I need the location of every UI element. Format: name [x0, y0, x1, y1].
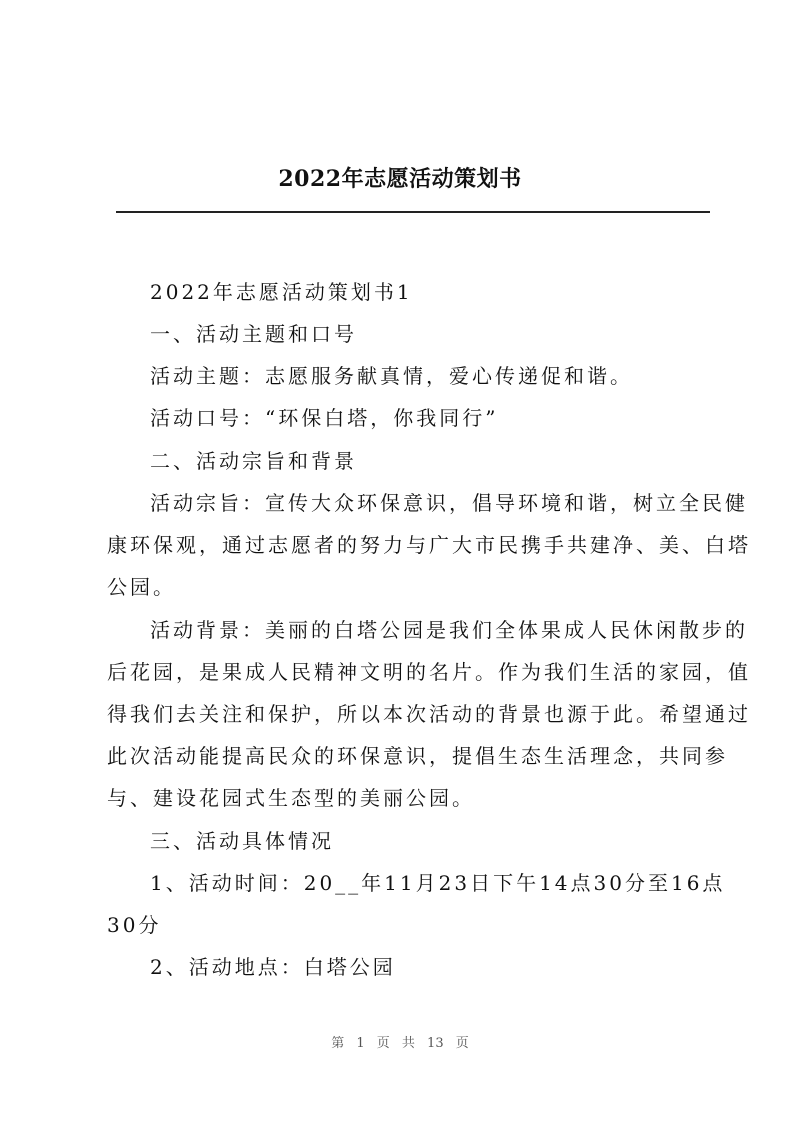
body-line-background-4: 此次活动能提高民众的环保意识，提倡生态生活理念，共同参 [107, 744, 728, 768]
body-line-background-2: 后花园，是果成人民精神文明的名片。作为我们生活的家园，值 [107, 660, 751, 684]
body-line-purpose-2: 康环保观，通过志愿者的努力与广大市民携手共建净、美、白塔 [107, 533, 751, 557]
document-title: 2022年志愿活动策划书 [278, 166, 522, 192]
section-heading-3: 三、活动具体情况 [150, 829, 334, 853]
page-number: 第 1 页 共 13 页 [331, 1036, 469, 1051]
body-line-background-3: 得我们去关注和保护，所以本次活动的背景也源于此。希望通过 [107, 702, 751, 726]
body-line-time-2: 30分 [107, 913, 162, 937]
section-heading-1: 一、活动主题和口号 [150, 322, 357, 346]
body-line-slogan: 活动口号：“环保白塔，你我同行” [150, 406, 499, 430]
body-line-background-5: 与、建设花园式生态型的美丽公园。 [107, 786, 475, 810]
body-line-purpose-1: 活动宗旨：宣传大众环保意识，倡导环境和谐，树立全民健 [150, 491, 748, 515]
title-divider [116, 211, 710, 213]
body-line-heading-1: 2022年志愿活动策划书1 [150, 280, 413, 304]
body-line-theme: 活动主题：志愿服务献真情，爱心传递促和谐。 [150, 364, 633, 388]
body-line-purpose-3: 公园。 [107, 575, 176, 599]
body-line-location: 2、活动地点：白塔公园 [150, 955, 396, 979]
section-heading-2: 二、活动宗旨和背景 [150, 449, 357, 473]
body-line-background-1: 活动背景：美丽的白塔公园是我们全体果成人民休闲散步的 [150, 618, 748, 642]
body-line-time-1: 1、活动时间：20__年11月23日下午14点30分至16点 [150, 871, 726, 895]
